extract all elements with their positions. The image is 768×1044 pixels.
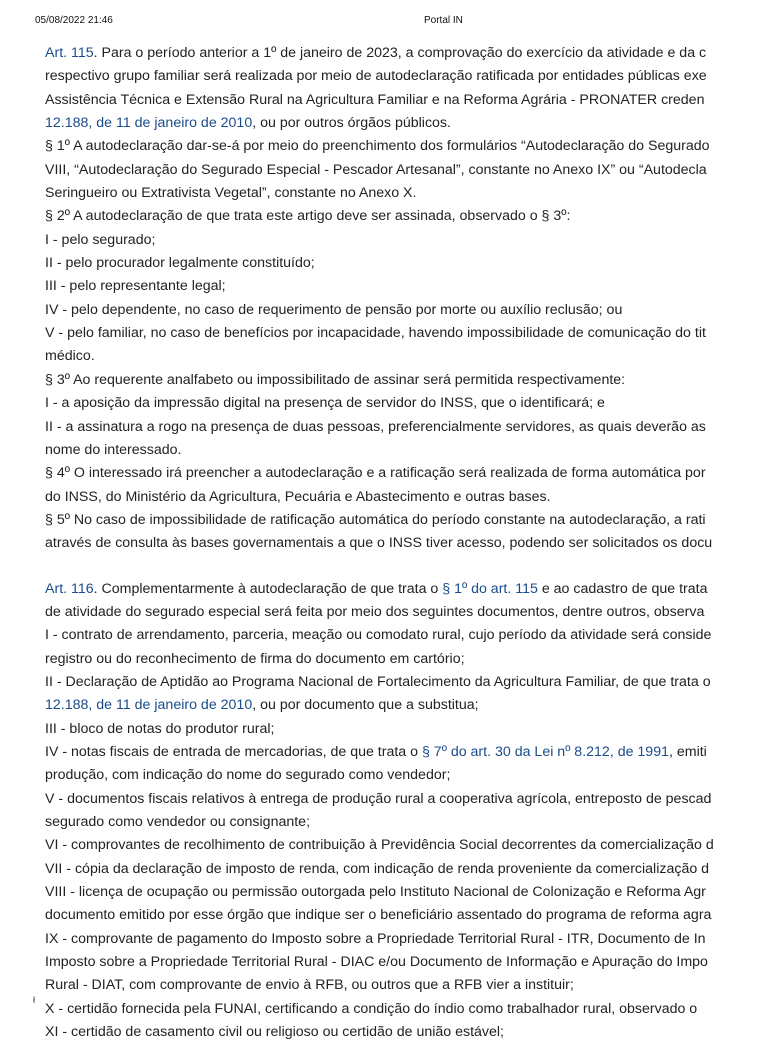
text-line xyxy=(45,252,768,275)
text-segment: de atividade do segurado especial será feita por meio dos seguintes documentos, dentre outros, observa xyxy=(45,603,705,620)
text-segment: registro ou do reconhecimento de firma do documento em cartório; xyxy=(45,650,465,667)
text-segment: . Para o período anterior a 1º de janeiro de 2023, a comprovação do exercício da atividade e da c xyxy=(93,45,707,61)
text-segment: § 1º A autodeclaração dar-se-á por meio do preenchimento dos formulários “Autodeclaração do Segurado xyxy=(45,138,710,155)
text-line xyxy=(45,624,768,647)
text-segment: médico. xyxy=(45,348,95,365)
text-line xyxy=(45,135,768,158)
text-segment: produção, com indicação do nome do segurado como vendedor; xyxy=(45,767,451,784)
text-line xyxy=(45,229,768,252)
text-line xyxy=(45,858,768,881)
text-segment: I - contrato de arrendamento, parceria, meação ou comodato rural, cujo período da atividade será conside xyxy=(45,627,712,644)
text-segment: Rural - DIAT, com comprovante de envio à RFB, ou outros que a RFB vier a instituir; xyxy=(45,977,574,994)
text-line xyxy=(45,345,768,368)
text-line xyxy=(45,416,768,439)
legal-reference-link[interactable]: § 7º do art. 30 da Lei nº 8.212, de 1991 xyxy=(421,743,669,760)
text-segment: e ao cadastro de que trata xyxy=(537,580,708,597)
text-segment: Imposto sobre a Propriedade Territorial Rural - DIAC e/ou Documento de Informação e Apuração do Impo xyxy=(45,954,708,971)
text-segment: , ou por documento que a substitua; xyxy=(252,697,479,714)
text-segment: VIII - licença de ocupação ou permissão outorgada pelo Instituto Nacional de Colonização e Reforma Agr xyxy=(45,884,706,901)
print-page-title: Portal IN xyxy=(424,15,463,26)
text-line xyxy=(45,998,768,1021)
text-segment: IV - notas fiscais de entrada de mercadorias, de que trata o xyxy=(45,743,422,760)
text-segment: I - a aposição da impressão digital na presença de servidor do INSS, que o identificará; e xyxy=(45,395,605,412)
margin-mark: ł xyxy=(33,995,35,1005)
text-line xyxy=(45,392,768,415)
text-line xyxy=(45,369,768,392)
text-line xyxy=(45,788,768,811)
print-timestamp: 05/08/2022 21:46 xyxy=(35,15,113,26)
legal-reference-link[interactable]: 12.188, de 11 de janeiro de 2010 xyxy=(45,115,253,132)
text-line xyxy=(45,89,768,112)
text-line xyxy=(45,741,768,764)
text-line xyxy=(45,182,768,205)
text-segment: III - bloco de notas do produtor rural; xyxy=(45,720,275,737)
text-line xyxy=(45,439,768,462)
text-segment: V - pelo familiar, no caso de benefícios por incapacidade, havendo impossibilidade de comunicação do tit xyxy=(45,325,706,342)
text-segment: § 5º No caso de impossibilidade de ratificação automática do período constante na autodeclaração, a rati xyxy=(45,511,706,528)
text-line xyxy=(45,322,768,345)
text-line xyxy=(45,205,768,228)
text-segment: II - Declaração de Aptidão ao Programa Nacional de Fortalecimento da Agricultura Familiar, de que trata o xyxy=(45,673,711,690)
text-line xyxy=(45,974,768,997)
text-segment: XI - certidão de casamento civil ou religioso ou certidão de união estável; xyxy=(45,1024,504,1041)
text-line xyxy=(45,42,768,65)
text-line xyxy=(45,811,768,834)
article-116 xyxy=(45,578,768,1044)
text-line xyxy=(45,112,768,135)
text-line xyxy=(45,718,768,741)
text-line xyxy=(45,904,768,927)
text-line xyxy=(45,509,768,532)
text-segment: V - documentos fiscais relativos à entrega de produção rural a cooperativa agrícola, entreposto de pescad xyxy=(45,790,712,807)
legal-reference-link[interactable]: § 1º do art. 115 xyxy=(442,580,538,597)
text-line xyxy=(45,951,768,974)
text-segment: IX - comprovante de pagamento do Imposto sobre a Propriedade Territorial Rural - ITR, Documento de In xyxy=(45,930,706,947)
article-separator xyxy=(45,556,768,578)
text-segment: § 2º A autodeclaração de que trata este artigo deve ser assinada, observado o § 3º: xyxy=(45,208,571,225)
text-segment: do INSS, do Ministério da Agricultura, Pecuária e Abastecimento e outras bases. xyxy=(45,488,551,505)
text-line xyxy=(45,671,768,694)
legal-reference-link[interactable]: Art. 115 xyxy=(45,45,94,61)
text-segment: VI - comprovantes de recolhimento de contribuição à Previdência Social decorrentes da comercialização d xyxy=(45,837,714,854)
text-line xyxy=(45,486,768,509)
text-segment: . Complementarmente à autodeclaração de que trata o xyxy=(93,580,443,597)
text-line xyxy=(45,532,768,555)
text-segment: através de consulta às bases governamentais a que o INSS tiver acesso, podendo ser solicitados os docu xyxy=(45,535,713,552)
text-segment: III - pelo representante legal; xyxy=(45,278,226,295)
text-segment: Seringueiro ou Extrativista Vegetal”, constante no Anexo X. xyxy=(45,185,417,202)
text-line xyxy=(45,578,768,601)
text-segment: VIII, “Autodeclaração do Segurado Especial - Pescador Artesanal”, constante no Anexo IX” ou “Autodecla xyxy=(45,161,707,178)
document-body xyxy=(45,42,768,1044)
text-segment: § 3º Ao requerente analfabeto ou impossibilitado de assinar será permitida respectivamente: xyxy=(45,371,626,388)
text-line xyxy=(45,694,768,717)
text-segment: , ou por outros órgãos públicos. xyxy=(252,115,451,132)
legal-reference-link[interactable]: Art. 116 xyxy=(45,580,94,597)
text-line xyxy=(45,648,768,671)
text-segment: IV - pelo dependente, no caso de requerimento de pensão por morte ou auxílio reclusão; ou xyxy=(45,301,623,318)
text-line xyxy=(45,159,768,182)
text-line xyxy=(45,601,768,624)
text-segment: segurado como vendedor ou consignante; xyxy=(45,814,311,830)
legal-reference-link[interactable]: 12.188, de 11 de janeiro de 2010 xyxy=(45,697,253,714)
text-segment: X - certidão fornecida pela FUNAI, certificando a condição do índio como trabalhador rural, observado o xyxy=(45,1000,698,1017)
text-segment: respectivo grupo familiar será realizada por meio de autodeclaração ratificada por entidades públicas exe xyxy=(45,68,707,85)
text-line xyxy=(45,299,768,322)
text-segment: documento emitido por esse órgão que indique ser o beneficiário assentado do programa de reforma agra xyxy=(45,907,712,924)
text-segment: I - pelo segurado; xyxy=(45,231,156,248)
text-segment: II - pelo procurador legalmente constituído; xyxy=(45,255,315,272)
text-segment: § 4º O interessado irá preencher a autodeclaração e a ratificação será realizada de forma automática por xyxy=(45,465,706,482)
text-line xyxy=(45,928,768,951)
print-header xyxy=(0,15,768,31)
text-line xyxy=(45,275,768,298)
text-line xyxy=(45,881,768,904)
text-segment: VII - cópia da declaração de imposto de renda, com indicação de renda proveniente da comercialização d xyxy=(45,860,710,877)
text-segment: nome do interessado. xyxy=(45,441,182,458)
text-line xyxy=(45,1021,768,1044)
text-line xyxy=(45,834,768,857)
text-segment: II - a assinatura a rogo na presença de duas pessoas, preferencialmente servidores, as quais deverão as xyxy=(45,418,706,435)
text-segment: Assistência Técnica e Extensão Rural na Agricultura Familiar e na Reforma Agrária - PRONATER creden xyxy=(45,91,705,108)
text-line xyxy=(45,65,768,88)
text-line xyxy=(45,462,768,485)
text-segment: , emiti xyxy=(668,743,707,760)
article-115 xyxy=(45,42,768,556)
text-line xyxy=(45,764,768,787)
